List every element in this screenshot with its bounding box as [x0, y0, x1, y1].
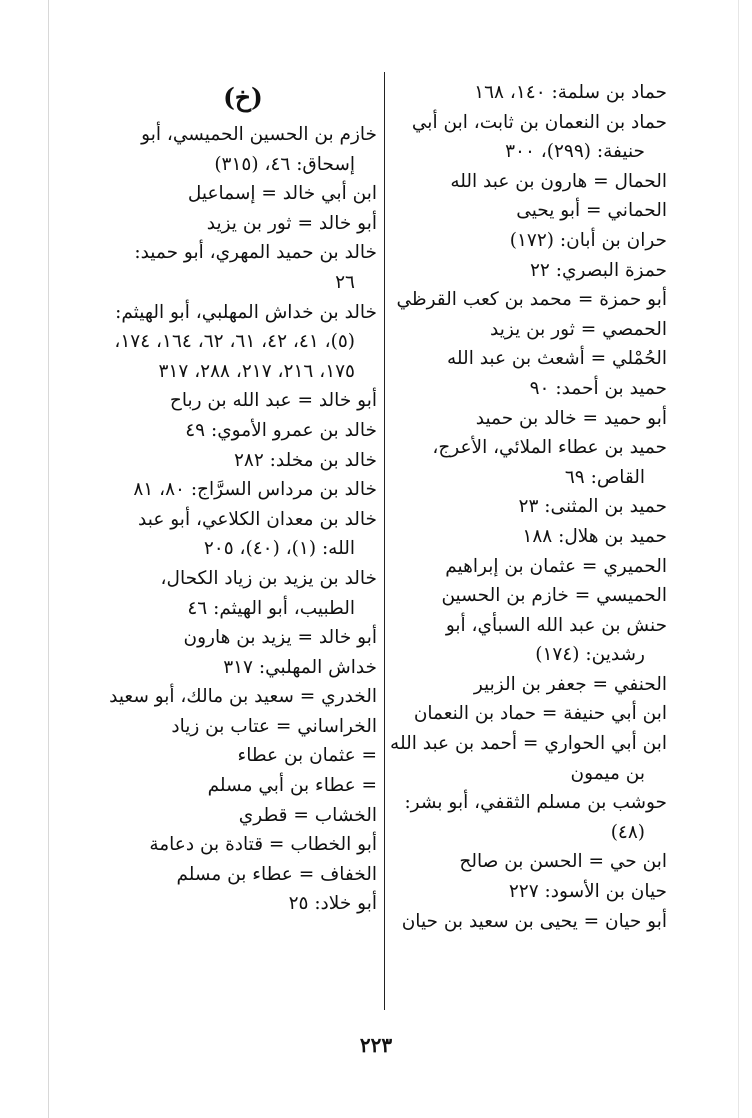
index-entry: خالد بن حميد المهري، أبو حميد: ٢٦ [134, 242, 377, 293]
index-entry: حوشب بن مسلم الثقفي، أبو بشر: (٤٨) [404, 792, 667, 843]
index-entry: الحميسي = خازم بن الحسين [441, 585, 667, 607]
page-number: ٢٢٣ [359, 1033, 393, 1057]
index-entry: = عثمان بن عطاء [237, 745, 377, 767]
index-entry: الخراساني = عتاب بن زياد [171, 715, 377, 737]
index-entry: الحمصي = ثور بن يزيد [490, 318, 667, 340]
index-entry: ابن حي = الحسن بن صالح [459, 851, 667, 873]
scan-edge-left [48, 0, 49, 1118]
index-entry: أبو خالد = عبد الله بن رباح [169, 390, 377, 412]
index-entry: أبو خالد = يزيد بن هارون [183, 627, 377, 649]
index-column-left [109, 78, 377, 919]
index-entry: الحميري = عثمان بن إبراهيم [445, 555, 667, 577]
index-entry: أبو حميد = خالد بن حميد [475, 407, 667, 429]
index-entry: خالد بن خداش المهلبي، أبو الهيثم: (٥)، ٤١، ٤٢، ٦١، ٦٢، ١٦٤، ١٧٤، ١٧٥، ٢١٦، ٢١٧، ٢٨٨، ٣١٧ [114, 301, 377, 382]
index-entry: حمزة البصري: ٢٢ [530, 259, 667, 281]
scan-edge-right [738, 0, 739, 1118]
index-entry: خالد بن عمرو الأموي: ٤٩ [185, 419, 377, 441]
index-entry: حنش بن عبد الله السبأي، أبو رشدين: (١٧٤) [445, 614, 667, 666]
index-entry: ابن أبي خالد = إسماعيل [187, 183, 377, 205]
index-entry: حميد بن المثنى: ٢٣ [518, 496, 667, 518]
letter-heading: (خ) [223, 83, 263, 112]
index-entry: حميد بن هلال: ١٨٨ [522, 525, 667, 547]
index-entry: حران بن أبان: (١٧٢) [509, 229, 667, 251]
index-entry: خالد بن مخلد: ٢٨٢ [233, 449, 377, 471]
index-entry: أبو حيان = يحيى بن سعيد بن حيان [401, 910, 667, 932]
index-column-right [383, 78, 667, 936]
index-entry: خداش المهلبي: ٣١٧ [223, 656, 377, 678]
index-entry: حماد بن النعمان بن ثابت، ابن أبي حنيفة: (٢٩٩)، ٣٠٠ [411, 111, 667, 163]
index-entry: = عطاء بن أبي مسلم [207, 775, 377, 797]
index-entry: أبو الخطاب = قتادة بن دعامة [149, 834, 377, 856]
index-entry: خالد بن مرداس السرَّاج: ٨٠، ٨١ [133, 479, 377, 501]
column-divider [384, 72, 385, 1010]
index-entry: الحماني = أبو يحيى [516, 200, 667, 222]
index-entry: حميد بن عطاء الملائي، الأعرج، القاص: ٦٩ [432, 437, 667, 488]
index-entry: أبو خلاد: ٢٥ [288, 893, 377, 915]
index-entry: الخشاب = قطري [238, 804, 377, 826]
index-entry: حماد بن سلمة: ١٤٠، ١٦٨ [474, 82, 667, 103]
index-entry: خازم بن الحسين الحميسي، أبو إسحاق: ٤٦، (٣١٥) [141, 124, 377, 175]
index-entry: خالد بن معدان الكلاعي، أبو عبد الله: (١)، (٤٠)، ٢٠٥ [138, 508, 377, 560]
index-entry: الخفاف = عطاء بن مسلم [176, 863, 377, 885]
index-entry: ابن أبي حنيفة = حماد بن النعمان [413, 703, 667, 725]
index-entry: الحنفي = جعفر بن الزبير [473, 673, 667, 695]
index-entry: حيان بن الأسود: ٢٢٧ [508, 881, 667, 903]
index-entry: الحُمْلي = أشعث بن عبد الله [447, 348, 667, 370]
index-entry: الحمال = هارون بن عبد الله [450, 170, 667, 192]
index-entry: أبو حمزة = محمد بن كعب القرظي [396, 289, 667, 311]
index-entry: حميد بن أحمد: ٩٠ [529, 377, 667, 399]
index-entry: خالد بن يزيد بن زياد الكحال، الطبيب، أبو الهيثم: ٤٦ [160, 567, 377, 619]
index-entry: الخدري = سعيد بن مالك، أبو سعيد [109, 686, 377, 708]
index-entry: ابن أبي الحواري = أحمد بن عبد الله بن ميمون [390, 733, 667, 784]
index-entry: أبو خالد = ثور بن يزيد [206, 212, 377, 234]
